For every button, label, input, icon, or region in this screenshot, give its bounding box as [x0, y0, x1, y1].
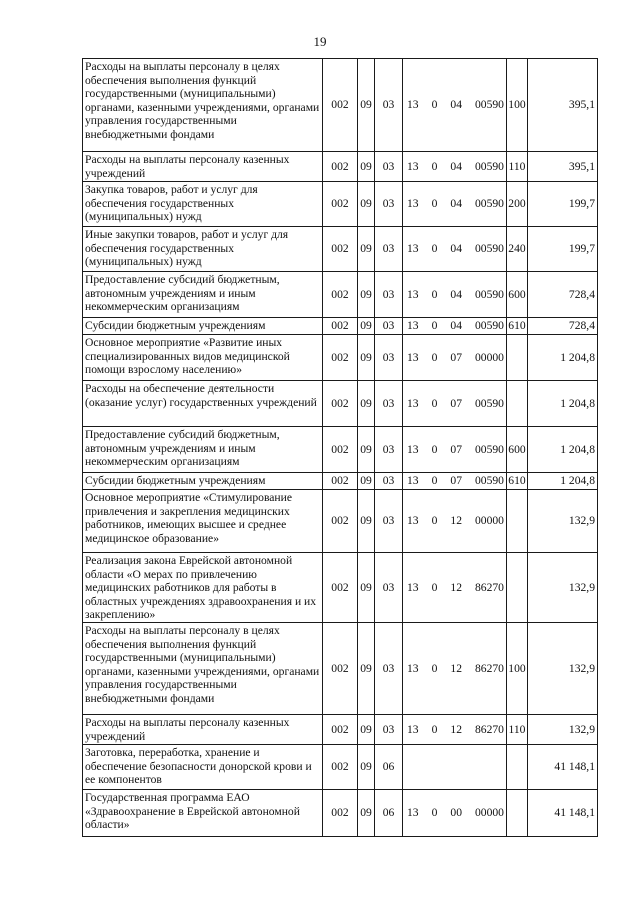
- target-event: 12: [450, 722, 462, 736]
- row-name: Расходы на выплаты персоналу казенных учреждений: [83, 715, 323, 745]
- target-article-parts: [403, 197, 506, 211]
- amount-value: 132,9: [528, 623, 598, 715]
- table-row: [83, 623, 598, 715]
- expense-type-code: 100: [507, 623, 528, 715]
- target-article-code: [403, 715, 507, 745]
- subsection-code: 03: [375, 427, 403, 473]
- target-program: 13: [407, 319, 419, 332]
- target-event: 04: [450, 242, 462, 255]
- section-code: 09: [358, 427, 375, 473]
- amount-value: 41 148,1: [528, 745, 598, 790]
- ministry-code: 002: [323, 381, 358, 427]
- row-name: Основное мероприятие «Развитие иных специализированных видов медицинской помощи взрослому населению»: [83, 335, 323, 381]
- ministry-code: 002: [323, 553, 358, 623]
- row-name: Предоставление субсидий бюджетным, автономным учреждениям и иным некоммерческим организациям: [83, 427, 323, 473]
- row-name: Государственная программа ЕАО «Здравоохранение в Еврейской автономной области»: [83, 790, 323, 837]
- row-name: Заготовка, переработка, хранение и обеспечение безопасности донорской крови и ее компонентов: [83, 745, 323, 790]
- target-article-code: [403, 490, 507, 553]
- subsection-code: 03: [375, 272, 403, 318]
- row-name: Субсидии бюджетным учреждениям: [83, 318, 323, 335]
- target-subprogram: 0: [431, 474, 438, 487]
- target-event: 04: [450, 319, 462, 332]
- ministry-code: 002: [323, 490, 358, 553]
- target-subprogram: 0: [431, 580, 438, 594]
- target-event: 00: [450, 806, 462, 819]
- target-direction: 86270: [474, 661, 504, 675]
- row-name: Расходы на выплаты персоналу в целях обеспечения выполнения функций государственными (муниципальными) органами, казенными учреждениями, органами управления государственными внебюджетными фондами: [83, 623, 323, 715]
- row-name: Иные закупки товаров, работ и услуг для обеспечения государственных (муниципальных) нужд: [83, 227, 323, 272]
- target-event: 07: [450, 396, 462, 410]
- expense-type-code: [507, 553, 528, 623]
- section-code: 09: [358, 623, 375, 715]
- target-subprogram: 0: [431, 442, 438, 456]
- subsection-code: 03: [375, 318, 403, 335]
- target-article-parts: [403, 474, 506, 488]
- target-program: 13: [407, 287, 419, 301]
- row-name: Расходы на выплаты персоналу в целях обеспечения выполнения функций государственными (муниципальными) органами, казенными учреждениями, органами управления государственными внебюджетными фондами: [83, 59, 323, 152]
- target-direction: 00590: [474, 396, 504, 410]
- table-row: [83, 318, 598, 335]
- expense-type-code: 610: [507, 473, 528, 490]
- target-subprogram: 0: [431, 806, 438, 819]
- section-code: 09: [358, 381, 375, 427]
- section-code: 09: [358, 715, 375, 745]
- target-article-parts: [403, 514, 506, 528]
- target-event: 04: [450, 287, 462, 301]
- row-name: Предоставление субсидий бюджетным, автономным учреждениям и иным некоммерческим организациям: [83, 272, 323, 318]
- amount-value: 1 204,8: [528, 473, 598, 490]
- target-subprogram: 0: [431, 350, 438, 364]
- target-article-code: [403, 790, 507, 837]
- section-code: 09: [358, 790, 375, 837]
- row-name: Расходы на обеспечение деятельности (оказание услуг) государственных учреждений: [83, 381, 323, 427]
- target-direction: 00590: [474, 287, 504, 301]
- ministry-code: 002: [323, 790, 358, 837]
- expense-type-code: [507, 490, 528, 553]
- target-program: 13: [407, 580, 419, 594]
- ministry-code: 002: [323, 227, 358, 272]
- ministry-code: 002: [323, 272, 358, 318]
- table-row: [83, 427, 598, 473]
- target-event: 07: [450, 442, 462, 456]
- expense-type-code: 100: [507, 59, 528, 152]
- subsection-code: 03: [375, 553, 403, 623]
- subsection-code: 03: [375, 381, 403, 427]
- table-body: [83, 59, 598, 837]
- subsection-code: 03: [375, 227, 403, 272]
- target-program: 13: [407, 159, 419, 173]
- target-direction: 00000: [474, 514, 504, 527]
- target-article-parts: [403, 351, 506, 365]
- target-article-parts: [403, 723, 506, 737]
- target-subprogram: 0: [431, 514, 438, 527]
- target-article-parts: [403, 397, 506, 411]
- target-direction: 00590: [474, 319, 504, 332]
- amount-value: 1 204,8: [528, 427, 598, 473]
- subsection-code: 03: [375, 152, 403, 182]
- section-code: 09: [358, 553, 375, 623]
- target-article-parts: [403, 160, 506, 174]
- expense-type-code: [507, 335, 528, 381]
- target-direction: 00590: [474, 474, 504, 487]
- section-code: 09: [358, 335, 375, 381]
- target-article-parts: [403, 443, 506, 457]
- section-code: 09: [358, 745, 375, 790]
- expense-type-code: [507, 790, 528, 837]
- target-article-parts: [403, 581, 506, 595]
- row-name: Закупка товаров, работ и услуг для обеспечения государственных (муниципальных) нужд: [83, 182, 323, 227]
- expense-type-code: 240: [507, 227, 528, 272]
- ministry-code: 002: [323, 427, 358, 473]
- subsection-code: 03: [375, 59, 403, 152]
- row-name: Реализация закона Еврейской автономной области «О мерах по привлечению медицинских работников для работы в областных учреждениях здравоохранения и их закреплению»: [83, 553, 323, 623]
- target-direction: 00000: [474, 806, 504, 819]
- table-row: [83, 473, 598, 490]
- subsection-code: 03: [375, 623, 403, 715]
- ministry-code: 002: [323, 59, 358, 152]
- section-code: 09: [358, 227, 375, 272]
- target-event: 07: [450, 350, 462, 364]
- amount-value: 1 204,8: [528, 381, 598, 427]
- target-article-code: [403, 745, 507, 790]
- target-article-code: [403, 152, 507, 182]
- target-event: 12: [450, 661, 462, 675]
- expense-type-code: [507, 381, 528, 427]
- expense-type-code: [507, 745, 528, 790]
- table-row: [83, 490, 598, 553]
- subsection-code: 03: [375, 490, 403, 553]
- target-subprogram: 0: [431, 197, 438, 210]
- target-program: 13: [407, 514, 419, 527]
- target-article-parts: [403, 662, 506, 676]
- section-code: 09: [358, 473, 375, 490]
- subsection-code: 03: [375, 335, 403, 381]
- amount-value: 41 148,1: [528, 790, 598, 837]
- table-row: [83, 272, 598, 318]
- target-event: 04: [450, 159, 462, 173]
- amount-value: 728,4: [528, 318, 598, 335]
- subsection-code: 03: [375, 715, 403, 745]
- target-article-parts: [403, 242, 506, 256]
- subsection-code: 06: [375, 745, 403, 790]
- table-row: [83, 59, 598, 152]
- amount-value: 199,7: [528, 227, 598, 272]
- target-article-code: [403, 553, 507, 623]
- section-code: 09: [358, 318, 375, 335]
- section-code: 09: [358, 59, 375, 152]
- target-article-code: [403, 59, 507, 152]
- ministry-code: 002: [323, 335, 358, 381]
- target-event: 04: [450, 98, 462, 111]
- target-article-parts: [403, 806, 506, 820]
- ministry-code: 002: [323, 745, 358, 790]
- ministry-code: 002: [323, 715, 358, 745]
- target-subprogram: 0: [431, 722, 438, 736]
- target-subprogram: 0: [431, 159, 438, 173]
- ministry-code: 002: [323, 473, 358, 490]
- table-row: [83, 381, 598, 427]
- subsection-code: 06: [375, 790, 403, 837]
- target-direction: 00590: [474, 98, 504, 111]
- amount-value: 395,1: [528, 59, 598, 152]
- target-program: 13: [407, 197, 419, 210]
- target-program: 13: [407, 474, 419, 487]
- target-event: 07: [450, 474, 462, 487]
- target-subprogram: 0: [431, 242, 438, 255]
- expense-type-code: 200: [507, 182, 528, 227]
- expense-type-code: 600: [507, 272, 528, 318]
- row-name: Расходы на выплаты персоналу казенных учреждений: [83, 152, 323, 182]
- amount-value: 132,9: [528, 490, 598, 553]
- section-code: 09: [358, 152, 375, 182]
- target-subprogram: 0: [431, 319, 438, 332]
- target-article-parts: [403, 288, 506, 302]
- amount-value: 132,9: [528, 715, 598, 745]
- subsection-code: 03: [375, 182, 403, 227]
- table-row: [83, 182, 598, 227]
- target-program: 13: [407, 350, 419, 364]
- target-direction: 00000: [474, 350, 504, 364]
- target-direction: 00590: [474, 242, 504, 255]
- target-program: 13: [407, 661, 419, 675]
- target-program: 13: [407, 396, 419, 410]
- amount-value: 1 204,8: [528, 335, 598, 381]
- target-direction: 00590: [474, 197, 504, 210]
- subsection-code: 03: [375, 473, 403, 490]
- target-article-code: [403, 182, 507, 227]
- table-row: [83, 715, 598, 745]
- expense-type-code: 610: [507, 318, 528, 335]
- target-event: 12: [450, 580, 462, 594]
- table-row: [83, 790, 598, 837]
- table-row: [83, 745, 598, 790]
- target-article-code: [403, 318, 507, 335]
- target-article-code: [403, 272, 507, 318]
- page-number: 19: [313, 34, 327, 49]
- target-event: 12: [450, 514, 462, 527]
- target-article-code: [403, 335, 507, 381]
- target-article-code: [403, 381, 507, 427]
- target-program: 13: [407, 722, 419, 736]
- expense-type-code: 110: [507, 715, 528, 745]
- expense-type-code: 110: [507, 152, 528, 182]
- target-article-code: [403, 227, 507, 272]
- target-direction: 00590: [474, 442, 504, 456]
- section-code: 09: [358, 490, 375, 553]
- target-event: 04: [450, 197, 462, 210]
- amount-value: 132,9: [528, 553, 598, 623]
- target-subprogram: 0: [431, 98, 438, 111]
- target-article-code: [403, 427, 507, 473]
- target-direction: 86270: [474, 722, 504, 736]
- ministry-code: 002: [323, 182, 358, 227]
- budget-table: [82, 58, 598, 837]
- ministry-code: 002: [323, 318, 358, 335]
- amount-value: 728,4: [528, 272, 598, 318]
- target-program: 13: [407, 806, 419, 819]
- section-code: 09: [358, 272, 375, 318]
- target-direction: 00590: [474, 159, 504, 173]
- target-article-parts: [403, 98, 506, 112]
- target-article-parts: [403, 319, 506, 333]
- target-program: 13: [407, 242, 419, 255]
- ministry-code: 002: [323, 152, 358, 182]
- table-row: [83, 152, 598, 182]
- target-article-code: [403, 623, 507, 715]
- amount-value: 395,1: [528, 152, 598, 182]
- table-row: [83, 335, 598, 381]
- target-subprogram: 0: [431, 661, 438, 675]
- target-subprogram: 0: [431, 396, 438, 410]
- row-name: Субсидии бюджетным учреждениям: [83, 473, 323, 490]
- expense-type-code: 600: [507, 427, 528, 473]
- table-row: [83, 227, 598, 272]
- table-row: [83, 553, 598, 623]
- target-subprogram: 0: [431, 287, 438, 301]
- row-name: Основное мероприятие «Стимулирование привлечения и закрепления медицинских работников, имеющих высшее и среднее медицинское образование»: [83, 490, 323, 553]
- ministry-code: 002: [323, 623, 358, 715]
- target-program: 13: [407, 98, 419, 111]
- target-direction: 86270: [474, 580, 504, 594]
- amount-value: 199,7: [528, 182, 598, 227]
- target-article-code: [403, 473, 507, 490]
- target-program: 13: [407, 442, 419, 456]
- section-code: 09: [358, 182, 375, 227]
